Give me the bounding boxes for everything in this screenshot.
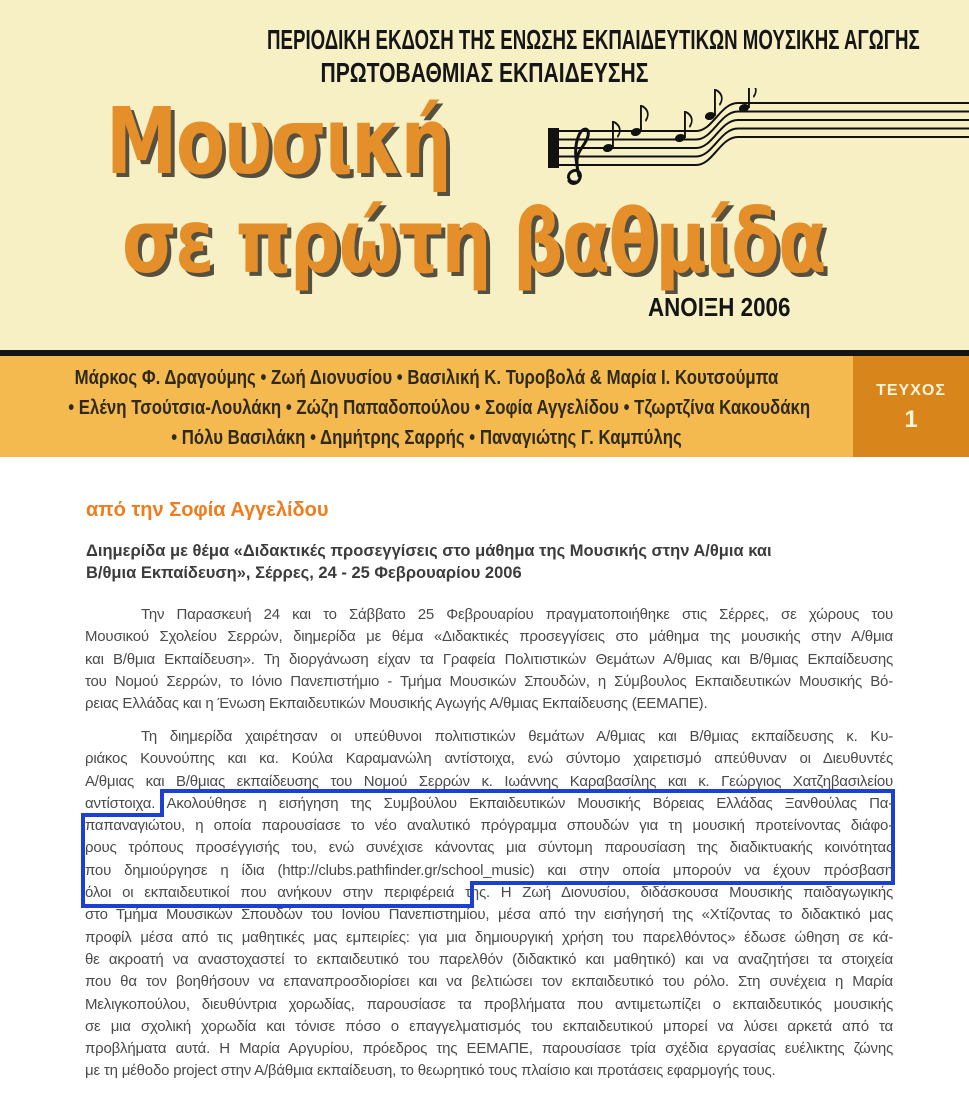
- masthead-line-1: [0, 24, 969, 57]
- author-line: Μάρκος Φ. Δραγούμης • Ζωή Διονυσίου • Βασιλική Κ. Τυροβολά & Μαρία Ι. Κουτσούμπα: [74, 367, 779, 389]
- article-heading: [86, 541, 916, 584]
- masthead-text: ΠΡΩΤΟΒΑΘΜΙΑΣ ΕΚΠΑΙΔΕΥΣΗΣ: [320, 57, 649, 89]
- magazine-title-line-2: σε πρώτη βαθμίδα: [122, 190, 825, 293]
- text-line: του Νομού Σερρών, το Ιόνιο Πανεπιστήμιο - Τμήμα Μουσικών Σπουδών, η Σύμβουλος Εκπαιδευτικών Μουσικής Βό-: [85, 672, 893, 690]
- text-line: ριάκος Κουνούπης και κα. Κούλα Καραμανώλη αντίστοιχα, ενώ σύντομο χαιρετισμό απεύθυναν οι Διευθυντές: [85, 750, 893, 768]
- text-line: με τη μέθοδο project στην Α/βάθμια εκπαίδευση, το θεωρητικό τους πλαίσιο και προτάσεις εφαρμογής τους.: [85, 1062, 776, 1080]
- magazine-title-line-1: Μουσική: [106, 88, 451, 195]
- authors-list: [0, 363, 853, 453]
- author-line: • Πόλυ Βασιλάκη • Δημήτρης Σαρρής • Παναγιώτης Γ. Καμπύλης: [171, 427, 682, 449]
- staff-bar: [548, 128, 559, 168]
- masthead-text: ΠΕΡΙΟΔΙΚΗ ΕΚΔΟΣΗ ΤΗΣ ΕΝΩΣΗΣ ΕΚΠΑΙΔΕΥΤΙΚΩΝ ΜΟΥΣΙΚΗΣ ΑΓΩΓΗΣ: [267, 24, 920, 56]
- issue-label: ΤΕΥΧΟΣ: [876, 382, 946, 399]
- issue-box: [853, 356, 969, 457]
- masthead: [0, 24, 969, 90]
- text-line: Τη διημερίδα χαιρέτησαν οι υπεύθυνοι πολιτιστικών θεμάτων Α/θμιας και Β/θμιας εκπαίδευσης κ. Κυ-: [141, 728, 893, 745]
- text-line: που θα τον βοηθήσουν να επαναπροσδιορίσει και να βελτιώσει τον εκπαιδευτικό του ρόλο. Στη συνέχεια η Μαρία: [85, 973, 893, 991]
- issue-date: ΑΝΟΙΞΗ 2006: [648, 292, 791, 322]
- text-line: Μουσικού Σχολείου Σερρών, διημερίδα με θέμα «Διδακτικές προσεγγίσεις στο μάθημα της μουσικής στην Α/θμια: [85, 628, 893, 646]
- heading-line: Διημερίδα με θέμα «Διδακτικές προσεγγίσεις στο μάθημα της Μουσικής στην Α/θμια και: [86, 542, 772, 560]
- text-line: σε μια σχολική χορωδία και τόνισε πόσο ο επαγγελματισμός του εκπαιδευτικού μπορεί να λύσει αρκετά από τα: [85, 1017, 893, 1035]
- paragraph-1: [85, 604, 893, 715]
- author-line: • Ελένη Τσούτσια-Λουλάκη • Ζώζη Παπαδοπούλου • Σοφία Αγγελίδου • Τζωρτζίνα Κακουδάκη: [68, 397, 811, 419]
- text-line: όλοι οι εκπαιδευτικοί που ανήκουν στην περιφέρειά της. Η Ζωή Διονυσίου, διδάσκουσα Μουσικής παιδαγωγικής: [85, 884, 893, 902]
- music-staff-icon: [548, 88, 969, 220]
- article-byline: από την Σοφία Αγγελίδου: [86, 499, 329, 521]
- text-line: προφίλ μέσα από τις μαθητικές μας εμπειρίες: για μια δημιουργική χρήση του παρελθόντος» έδωσε ώθηση σε κά-: [85, 928, 893, 946]
- authors-banner: [0, 356, 969, 457]
- text-line: προβλήματα αυτά. Η Μαρία Αργυρίου, πρόεδρος της ΕΕΜΑΠΕ, παρουσίασε τρία σχέδια εργασίας ευέλικτης ζώνης: [85, 1040, 893, 1058]
- text-line: και Β/θμια Εκπαίδευση». Τη διοργάνωση είχαν τα Γραφεία Πολιτιστικών Θεμάτων Α/θμιας και Β/θμιας Εκπαίδευσης: [85, 650, 893, 668]
- text-line: αντίστοιχα. Ακολούθησε η εισήγηση της Συμβούλου Εκπαιδευτικών Μουσικής Βόρειας Ελλάδας Ξανθούλας Πα-: [85, 794, 893, 812]
- text-line: θε ακροατή να αναστοχαστεί το εκπαιδευτικό του παρελθόν (διδακτικό και μαθητικό) και να αναζητήσει τα στοιχεία: [85, 950, 893, 968]
- heading-line: Β/θμια Εκπαίδευση», Σέρρες, 24 - 25 Φεβρουαρίου 2006: [86, 563, 522, 582]
- text-line: Μελιγκοπούλου, διευθύντρια χορωδίας, παρουσίασε τα προβλήματα που αντιμετωπίζει ο εκπαιδευτικός μουσικής: [85, 995, 893, 1013]
- masthead-line-2: [0, 57, 969, 90]
- text-line: παπαναγιώτου, η οποία παρουσίασε το νέο αναλυτικό πρόγραμμα σπουδών για τη μουσική προτείνοντας διάφο-: [85, 817, 893, 835]
- text-line: Την Παρασκευή 24 και το Σάββατο 25 Φεβρουαρίου πραγματοποιήθηκε στις Σέρρες, σε χώρους του: [141, 606, 893, 623]
- text-line: στο Τμήμα Μουσικών Σπουδών του Ιονίου Πανεπιστημίου, μέσα από την εισήγησή της «Χτίζοντας το διδακτικό μας: [85, 906, 893, 924]
- magazine-cover: [0, 0, 969, 351]
- text-line: ρους τρόπους προσέγγισής του, ενώ συνέχισε κάνοντας μια σύντομη παρουσίαση της διαδικτυακής κοινότητας: [85, 839, 893, 857]
- paragraph-2: [85, 726, 893, 1083]
- text-line: ρειας Ελλάδας και η Ένωση Εκπαιδευτικών Μουσικής Αγωγής Α/θμιας Εκπαίδευσης (ΕΕΜΑΠΕ).: [85, 695, 708, 713]
- text-line: που δημιούργησε η ίδια (http://clubs.pathfinder.gr/school_music) και στην οποία μπορούν να έχουν πρόσβαση: [85, 861, 893, 879]
- issue-number: 1: [904, 406, 918, 433]
- text-line: Α/θμιας και Β/θμιας εκπαίδευσης του Νομού Σερρών κ. Ιωάννης Καραβασίλης και κ. Γεώργιος Χατζηβασιλείου: [85, 772, 893, 790]
